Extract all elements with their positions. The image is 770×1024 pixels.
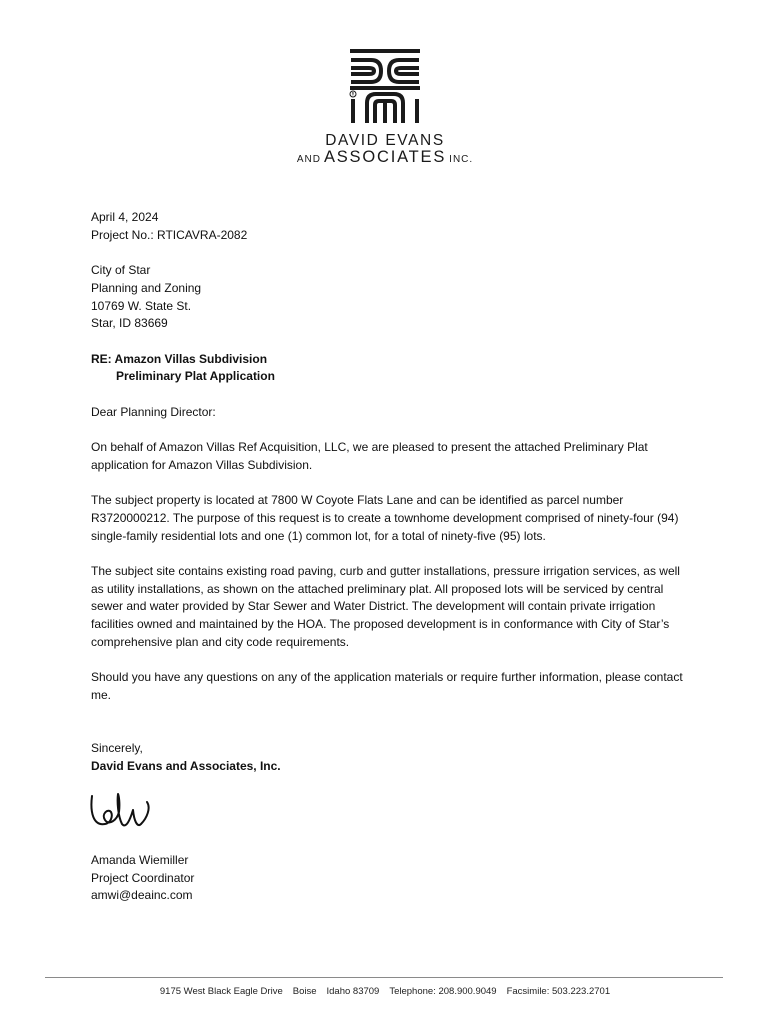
salutation: Dear Planning Director: bbox=[91, 404, 216, 419]
signer-name: Amanda Wiemiller bbox=[91, 853, 189, 867]
footer bbox=[0, 986, 770, 997]
letter-date: April 4, 2024 bbox=[91, 210, 159, 224]
re-line: RE: Amazon Villas Subdivision bbox=[91, 351, 268, 366]
recipient-line: Planning and Zoning bbox=[91, 280, 202, 295]
paragraph: On behalf of Amazon Villas Ref Acquisition, LLC, we are pleased to present the attached Preliminary Plat application for Amazon Villas Subdivision. bbox=[91, 440, 648, 472]
footer-facsimile: Facsimile: 503.223.2701 bbox=[506, 986, 611, 997]
recipient-line: 10769 W. State St. bbox=[91, 298, 192, 313]
company-and: AND bbox=[296, 154, 321, 165]
signature bbox=[89, 790, 157, 832]
company-logo bbox=[347, 47, 423, 125]
closing-company: David Evans and Associates, Inc. bbox=[91, 758, 281, 773]
footer-state-zip: Idaho 83709 bbox=[326, 986, 380, 997]
footer-address: 9175 West Black Eagle Drive bbox=[159, 986, 283, 997]
signer-email: amwi@deainc.com bbox=[91, 888, 193, 903]
re-subline: Preliminary Plat Application bbox=[116, 369, 275, 384]
signer-title: Project Coordinator bbox=[91, 870, 195, 885]
footer-divider bbox=[45, 977, 723, 978]
company-name-line1: DAVID EVANS bbox=[325, 132, 445, 149]
company-inc: INC. bbox=[449, 154, 474, 165]
project-number: Project No.: RTICAVRA-2082 bbox=[91, 227, 248, 242]
footer-city: Boise bbox=[292, 986, 317, 997]
closing: Sincerely, bbox=[91, 740, 143, 755]
svg-text:R: R bbox=[351, 91, 355, 97]
letter-body bbox=[91, 209, 691, 775]
recipient-line: Star, ID 83669 bbox=[91, 316, 168, 331]
footer-telephone: Telephone: 208.900.9049 bbox=[389, 986, 497, 997]
paragraph: Should you have any questions on any of the application materials or require further information, please contact me. bbox=[91, 670, 683, 702]
paragraph: The subject property is located at 7800 W Coyote Flats Lane and can be identified as parcel number R3720000212. The purpose of this request is to create a townhome development comprised of ninety-four (94) single-family residential lots and one (1) common lot, for a total of ninety-five (95) lots. bbox=[91, 493, 679, 543]
company-associates: ASSOCIATES bbox=[323, 148, 447, 166]
signer-block bbox=[91, 852, 194, 905]
paragraph: The subject site contains existing road paving, curb and gutter installations, pressure irrigation services, as well as utility installations, as shown on the attached preliminary plat. All proposed lots will be serviced by central sewer and water provided by Star Sewer and Water District. The development will contain private irrigation facilities owned and maintained by the HOA. The proposed development is in conformance with City of Star’s comprehensive plan and city code requirements. bbox=[91, 563, 680, 649]
recipient-line: City of Star bbox=[91, 263, 151, 278]
company-name-line2 bbox=[0, 148, 770, 167]
